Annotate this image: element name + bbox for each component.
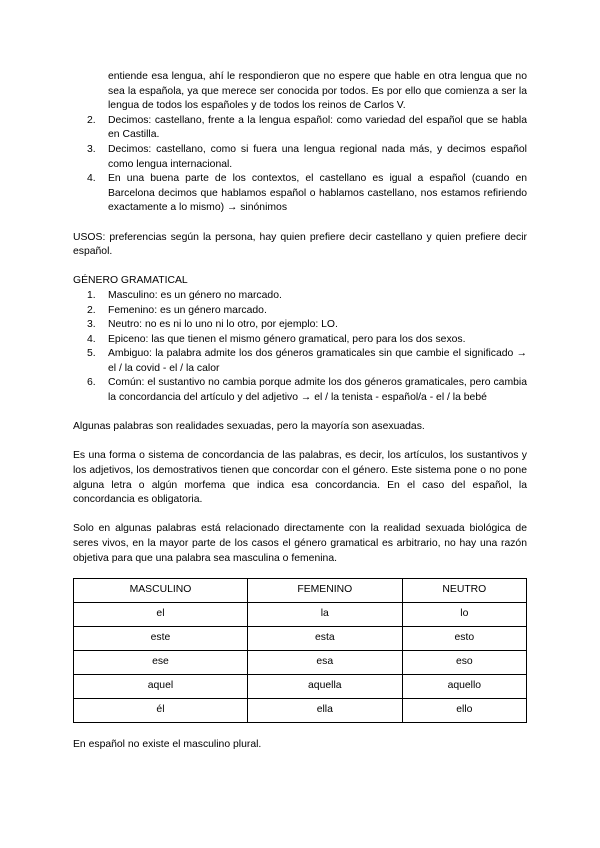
- paragraph-concordancia: Es una forma o sistema de concordancia de las palabras, es decir, los artículos, los sustantivos y los adjetivos, los demostrativos tienen que concordar con el género. Este sistema pone o no pone alguna letra o algún morfema que indica esa concordancia. En el caso del español, la concordancia es obligatoria.: [73, 450, 527, 506]
- table-cell: eso: [402, 651, 526, 675]
- table-row: [74, 627, 527, 651]
- list-item-text: Epiceno: las que tienen el mismo género gramatical, pero para los dos sexos.: [108, 333, 466, 345]
- list-item-number: 4.: [87, 333, 96, 345]
- column-header: FEMENINO: [247, 579, 402, 603]
- list-item-text: Ambiguo: la palabra admite los dos géneros gramaticales sin que cambie el significado → el / la covid - el / la calor: [108, 348, 527, 374]
- list-item-text: Neutro: no es ni lo uno ni lo otro, por ejemplo: LO.: [108, 319, 338, 331]
- paragraph-arbitrario: Solo en algunas palabras está relacionado directamente con la realidad sexuada biológica de seres vivos, en la mayor parte de los casos el género gramatical es arbitrario, no hay una razón objetiva para que una palabra sea masculina o femenina.: [73, 523, 527, 564]
- list-item: [73, 172, 527, 216]
- castellano-espanol-list: [73, 114, 527, 216]
- demonstratives-table: [73, 578, 527, 723]
- list-item-number: 3.: [87, 319, 96, 331]
- table-row: [74, 603, 527, 627]
- list-item-number: 6.: [87, 377, 96, 389]
- closing-paragraph: En español no existe el masculino plural.: [73, 738, 262, 750]
- list-item-continuation: entiende esa lengua, ahí le respondieron que no espere que hable en otra lengua que no sea la española, ya que merece ser conocida por todos. Es por ello que comienza a ser la lengua de todos los españoles y de todos los reinos de Carlos V.: [108, 71, 527, 112]
- list-item: [73, 304, 527, 319]
- list-item-number: 2.: [87, 304, 96, 316]
- genero-heading: GÉNERO GRAMATICAL: [73, 275, 188, 287]
- table-header-row: [74, 579, 527, 603]
- table-cell: aquello: [402, 675, 526, 699]
- table-cell: él: [74, 699, 248, 723]
- table-cell: ella: [247, 699, 402, 723]
- table-cell: lo: [402, 603, 526, 627]
- list-item: [73, 376, 527, 405]
- usos-paragraph: USOS: preferencias según la persona, hay quien prefiere decir castellano y quien prefiere decir español.: [73, 231, 527, 258]
- table-cell: esa: [247, 651, 402, 675]
- list-item: [73, 333, 527, 348]
- list-item-text: Masculino: es un género no marcado.: [108, 289, 282, 301]
- table-cell: esta: [247, 627, 402, 651]
- list-item: [73, 318, 527, 333]
- list-item-number: 5.: [87, 348, 96, 360]
- list-item: [73, 347, 527, 376]
- table-cell: aquella: [247, 675, 402, 699]
- table-cell: esto: [402, 627, 526, 651]
- list-item-text: Común: el sustantivo no cambia porque admite los dos géneros gramaticales, pero cambia la concordancia del artículo y del adjetivo → el / la tenista - español/a - el / la bebé: [108, 377, 527, 404]
- table-cell: el: [74, 603, 248, 627]
- table-cell: aquel: [74, 675, 248, 699]
- table-cell: la: [247, 603, 402, 627]
- list-item: [73, 143, 527, 172]
- table-row: [74, 651, 527, 675]
- list-item-text: Decimos: castellano, como si fuera una lengua regional nada más, y decimos español como lengua internacional.: [108, 143, 527, 170]
- document-page: [73, 70, 527, 752]
- list-item-text: Decimos: castellano, frente a la lengua español: como variedad del español que se habla en Castilla.: [108, 114, 527, 141]
- list-item-number: 3.: [87, 143, 96, 155]
- list-item-text: Femenino: es un género marcado.: [108, 304, 267, 316]
- table-cell: este: [74, 627, 248, 651]
- list-item-text: En una buena parte de los contextos, el castellano es igual a español (cuando en Barcelona decimos que hablamos español o hablamos castellano, nos estamos refiriendo exactamente a lo mismo) → sinónimos: [108, 173, 527, 214]
- table-row: [74, 699, 527, 723]
- column-header: MASCULINO: [74, 579, 248, 603]
- list-item-number: 2.: [87, 114, 96, 126]
- list-item: [73, 114, 527, 143]
- list-item: [73, 289, 527, 304]
- table-row: [74, 675, 527, 699]
- genero-list: [73, 289, 527, 406]
- list-item-number: 4.: [87, 173, 96, 185]
- table-cell: ello: [402, 699, 526, 723]
- paragraph-sexuadas: Algunas palabras son realidades sexuadas, pero la mayoría son asexuadas.: [73, 421, 425, 433]
- list-item-number: 1.: [87, 289, 96, 301]
- column-header: NEUTRO: [402, 579, 526, 603]
- table-cell: ese: [74, 651, 248, 675]
